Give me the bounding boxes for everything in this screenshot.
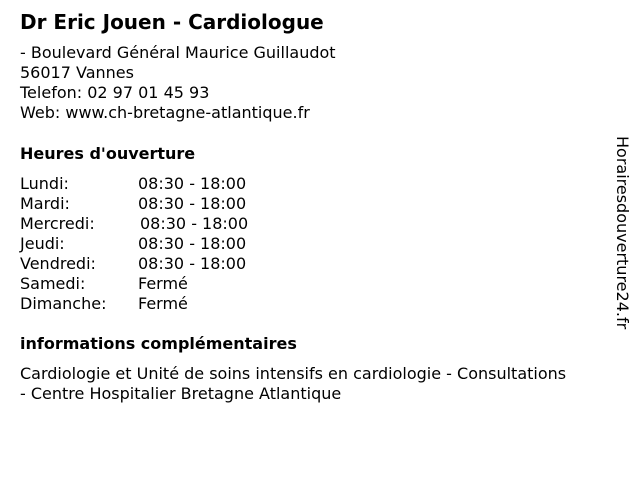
day-label: Vendredi: [20, 254, 96, 273]
day-hours: 08:30 - 18:00 [138, 234, 247, 253]
day-hours: 08:30 - 18:00 [138, 174, 247, 193]
address-line: - Boulevard Général Maurice Guillaudot [20, 43, 336, 62]
hours-row [20, 254, 320, 274]
day-label: Samedi: [20, 274, 86, 293]
phone-line: Telefon: 02 97 01 45 93 [20, 83, 210, 102]
hours-row [20, 194, 320, 214]
day-label: Mercredi: [20, 214, 95, 233]
info-heading: informations complémentaires [20, 334, 297, 353]
hours-heading: Heures d'ouverture [20, 144, 196, 163]
hours-row [20, 274, 320, 294]
city-line: 56017 Vannes [20, 63, 134, 82]
contact-block [20, 43, 336, 123]
day-label: Jeudi: [20, 234, 65, 253]
hours-table [20, 174, 320, 314]
day-hours: Fermé [138, 294, 188, 313]
day-hours: 08:30 - 18:00 [138, 194, 247, 213]
day-hours: 08:30 - 18:00 [140, 214, 249, 233]
web-line: Web: www.ch-bretagne-atlantique.fr [20, 103, 310, 122]
day-hours: 08:30 - 18:00 [138, 254, 247, 273]
day-label: Dimanche: [20, 294, 107, 313]
brand-watermark: Horairesdouverture24.fr [613, 136, 632, 330]
day-hours: Fermé [138, 274, 188, 293]
hours-row [20, 214, 320, 234]
day-label: Mardi: [20, 194, 70, 213]
page-title: Dr Eric Jouen - Cardiologue [20, 10, 324, 34]
hours-row [20, 234, 320, 254]
info-text: Cardiologie et Unité de soins intensifs en cardiologie - Consultations - Centre Hospitalier Bretagne Atlantique [20, 364, 567, 403]
hours-row [20, 174, 320, 194]
hours-row [20, 294, 320, 314]
day-label: Lundi: [20, 174, 69, 193]
